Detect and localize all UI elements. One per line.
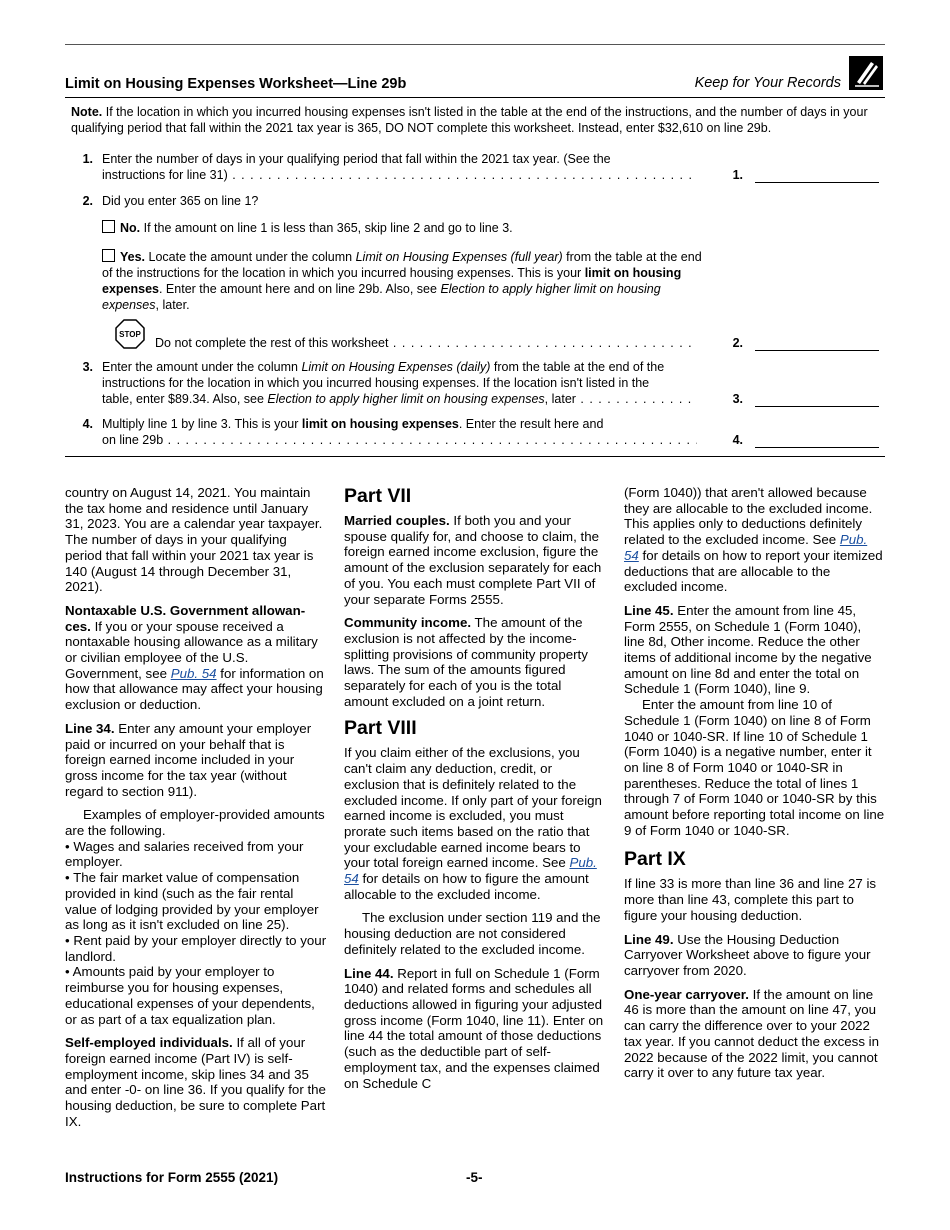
bullet-item: • The fair market value of compensation provided in kind (such as the fair rental value of lodging provided by your employer as long as it isn't excluded on line 25). — [65, 870, 319, 933]
paragraph: Enter the amount from line 10 of Schedule 1 (Form 1040) on line 8 of Form 1040 or 1040-SR. If line 10 of Schedule 1 (Form 1040) is a negative number, enter it on line 8 of Form 1040 or 1040-SR in parentheses. Reduce the total of lines 1 through 7 of Form 1040 or 1040-SR by this amount before reporting total income on line 9 of Form 1040 or 1040-SR. — [624, 697, 885, 838]
paragraph — [65, 603, 327, 713]
line-text: Multiply line 1 by line 3. This is your — [102, 417, 299, 431]
column-1 — [65, 485, 327, 1137]
line-text: instructions for line 31) . . . — [102, 167, 697, 183]
paragraph — [344, 966, 606, 1092]
paragraph-text: If you claim either of the exclusions, you can't claim any deduction, credit, or exclusion that is definitely related to the excluded income. If only part of your foreign earned income is excluded, you must prorate such items based on the ratio that your excludable earned income bears to your total foreign earned income. See — [344, 745, 602, 871]
paragraph-text: for information on how that allowance may affect your housing exclusion or deduction. — [65, 665, 324, 713]
paragraph — [624, 485, 885, 595]
yes-checkbox[interactable] — [102, 249, 115, 262]
no-text: If the amount on line 1 is less than 365, skip line 2 and go to line 3. — [143, 221, 513, 235]
stop-row — [65, 319, 885, 351]
stop-icon — [115, 319, 143, 347]
paragraph: Examples of employer-provided amounts are the following. — [65, 807, 325, 839]
yes-text-italic: Limit on Housing Expenses (full year) — [355, 250, 563, 264]
paragraph-text: for details on how to report your itemized deductions that are allocable to the excluded income. — [624, 547, 883, 595]
line-text: on line 29b . . . — [102, 432, 697, 448]
subheading: Line 34. — [65, 720, 115, 736]
line-text: Did you enter 365 on line 1? — [102, 194, 259, 208]
subheading: Self-employed individuals. — [65, 1035, 233, 1051]
yes-option — [65, 249, 885, 319]
pub-54-link[interactable]: Pub. 54 — [624, 532, 868, 563]
subheading: Nontaxable U.S. Government allowan-ces. — [65, 602, 306, 634]
bullet-item: • Wages and salaries received from your employer. — [65, 838, 304, 870]
paragraph — [624, 987, 885, 1081]
paragraph-text: If the amount on line 46 is more than the amount on line 47, you can carry the difference over to your 2022 tax year. If you cannot deduct the excess in 2022 because of the 2022 limit, you cannot carry it over to any future tax year. — [624, 986, 880, 1081]
paragraph-text: Enter any amount your employer paid or incurred on your behalf that is foreign earned income included in your gross income for the tax year (without regard to section 911). — [65, 720, 312, 799]
paragraph — [344, 745, 606, 902]
line-text: Enter the amount under the column — [102, 360, 298, 374]
line-3-answer-field[interactable] — [755, 392, 879, 407]
paragraph-text: Enter the amount from line 45, Form 2555, on Schedule 1 (Form 1040), line 8d, Other income. Reduce the other items of additional income by the negative amount on line 8d and enter the total on Schedule 1 (Form 1040), line 9. — [624, 602, 872, 697]
yes-text: Locate the amount under the column — [148, 250, 353, 264]
worksheet-line-4 — [65, 416, 885, 450]
page-number: -5- — [466, 1170, 483, 1185]
line-number: 1. — [82, 152, 93, 166]
line-text-bold: limit on housing expenses — [301, 417, 459, 431]
subheading: Line 45. — [624, 602, 674, 618]
line-number: 4. — [82, 417, 93, 431]
bullet-text: Wages and salaries received from your employer. — [65, 838, 304, 870]
column-3 — [624, 485, 885, 1089]
paragraph: If line 33 is more than line 36 and line 27 is more than line 43, complete this part to figure your housing deduction. — [624, 876, 877, 923]
election-link-text: Election to apply higher limit on housing expenses — [267, 392, 545, 406]
yes-text: from the table at the end of the instructions for the location in which you incurred housing expenses. This is your — [102, 250, 702, 280]
bullet-text: The fair market value of compensation provided in kind (such as the fair rental value of lodging provided by your employer as long as it isn't excluded on line 25). — [65, 870, 319, 933]
worksheet-line-1 — [65, 151, 885, 185]
yes-text: , later. — [155, 298, 190, 312]
paragraph — [624, 932, 885, 979]
paragraph: The exclusion under section 119 and the housing deduction are not considered definitely related to the excluded income. — [344, 910, 601, 957]
paragraph-text: If both you and your spouse qualify for, and choose to claim, the foreign earned income exclusion, figure the amount of the exclusion separately for each of you. You each must complete Part VII of your separate Forms 2555. — [344, 513, 602, 607]
note-text: If the location in which you incurred housing expenses isn't listed in the table at the end of the instructions, and the number of days in your qualifying period that fall within the 2021 tax year is 365, DO NOT complete this worksheet. Instead, enter $32,610 on line 29b. — [71, 105, 868, 135]
part-heading: Part VII — [344, 485, 412, 507]
keep-for-records: Keep for Your Records — [694, 75, 841, 91]
paragraph-text: If all of your foreign earned income (Part IV) is self-employment income, skip lines 34 and 35 and enter -0- on line 36. If you qualify for the housing deduction, be sure to complete Part IX. — [65, 1035, 326, 1129]
paragraph-text: If you or your spouse received a nontaxable housing allowance as a military or civilian employee of the U.S. Government, see — [65, 618, 318, 681]
no-checkbox[interactable] — [102, 220, 115, 233]
note-label: Note. — [71, 105, 103, 119]
line-text: . Enter the result here and — [458, 417, 604, 431]
bullet-item: • Rent paid by your employer directly to your landlord. — [65, 932, 327, 964]
line-text: Enter the number of days in your qualifying period that fall within the 2021 tax year. (See the — [102, 152, 611, 166]
footer-form-title: Instructions for Form 2555 (2021) — [65, 1170, 279, 1185]
top-rule — [65, 44, 885, 45]
subheading: Married couples. — [344, 513, 450, 528]
paragraph-text: for details on how to figure the amount allocable to the excluded income. — [344, 871, 589, 902]
worksheet-line-3 — [65, 359, 885, 409]
paragraph — [624, 603, 885, 697]
line-label: 1. — [732, 168, 743, 182]
line-text: from the table at the end of the instructions for the location in which you incurred housing expenses. If the location isn't listed in the — [102, 360, 665, 390]
line-label: 3. — [732, 392, 743, 406]
yes-label: Yes. — [120, 250, 146, 264]
election-link-text: Election to apply higher limit on housing expenses — [102, 282, 661, 312]
no-label: No. — [120, 221, 141, 235]
paragraph-text: The amount of the exclusion is not affected by the income-splitting provisions of community property laws. The sum of the amounts figured separately for each of you is the total amount excluded on a joint return. — [344, 615, 588, 709]
subheading: Line 44. — [344, 965, 394, 981]
paragraph — [65, 721, 327, 800]
line-4-answer-field[interactable] — [755, 433, 879, 448]
paragraph — [344, 615, 606, 709]
line-text: table, enter $89.34. Also, see — [102, 392, 264, 406]
pub-54-link[interactable]: Pub. 54 — [344, 855, 597, 887]
paragraph-text: (Form 1040)) that aren't allowed because they are allocable to the excluded income. This applies only to deductions definitely related to the excluded income. See — [624, 485, 873, 548]
line-label: 2. — [732, 336, 743, 350]
stop-icon-text: STOP — [119, 330, 141, 339]
worksheet-header-rule — [65, 97, 885, 98]
subheading: Community income. — [344, 615, 472, 631]
bullet-text: Amounts paid by your employer to reimburse you for housing expenses, educational expenses of your dependents, or as part of a tax equalization plan. — [65, 964, 315, 1027]
paragraph-text: Use the Housing Deduction Carryover Worksheet above to figure your carryover from 2020. — [624, 931, 871, 978]
worksheet-title: Limit on Housing Expenses Worksheet—Line 29b — [65, 76, 407, 92]
pen-icon — [849, 56, 883, 90]
paragraph: country on August 14, 2021. You maintain the tax home and residence until January 31, 2023. You are a calendar year taxpayer. The number of days in your qualifying period that fall within your 2021 tax year is 140 (August 14 through December 31, 2021). — [65, 485, 323, 595]
worksheet-bottom-rule — [65, 456, 885, 457]
yes-text-bold: limit on housing expenses — [102, 266, 682, 296]
pub-54-link[interactable]: Pub. 54 — [170, 665, 217, 681]
line-text-italic: Limit on Housing Expenses (daily) — [301, 360, 491, 374]
part-heading: Part VIII — [344, 717, 417, 740]
paragraph — [344, 513, 606, 607]
line-1-answer-field[interactable] — [755, 168, 879, 183]
bullet-item: • Amounts paid by your employer to reimburse you for housing expenses, educational expenses of your dependents, or as part of a tax equalization plan. — [65, 964, 315, 1027]
subheading: One-year carryover. — [624, 986, 749, 1002]
subheading: Line 49. — [624, 931, 674, 947]
paragraph — [65, 1035, 327, 1129]
bullet-text: Rent paid by your employer directly to your landlord. — [65, 932, 327, 964]
line-number: 3. — [82, 360, 93, 374]
worksheet-line-2 — [65, 193, 885, 211]
line-2-answer-field[interactable] — [755, 336, 879, 351]
line-label: 4. — [732, 433, 743, 447]
yes-text: . Enter the amount here and on line 29b. Also, see — [158, 282, 437, 296]
worksheet-note — [71, 104, 883, 136]
line-number: 2. — [82, 194, 93, 208]
page — [65, 0, 885, 1230]
no-option — [65, 220, 885, 238]
column-2 — [344, 485, 606, 1099]
part-heading: Part IX — [624, 848, 686, 871]
paragraph-text: Report in full on Schedule 1 (Form 1040) and related forms and schedules all deductions allowed in figuring your adjusted gross income (Form 1040, line 11). Enter on line 44 the total amount of those deductions (such as the deductible part of self-employment tax, and the expenses claimed on Schedule C — [344, 965, 604, 1091]
line-text: , later — [544, 392, 576, 406]
stop-text: Do not complete the rest of this worksheet . . . — [155, 335, 697, 351]
